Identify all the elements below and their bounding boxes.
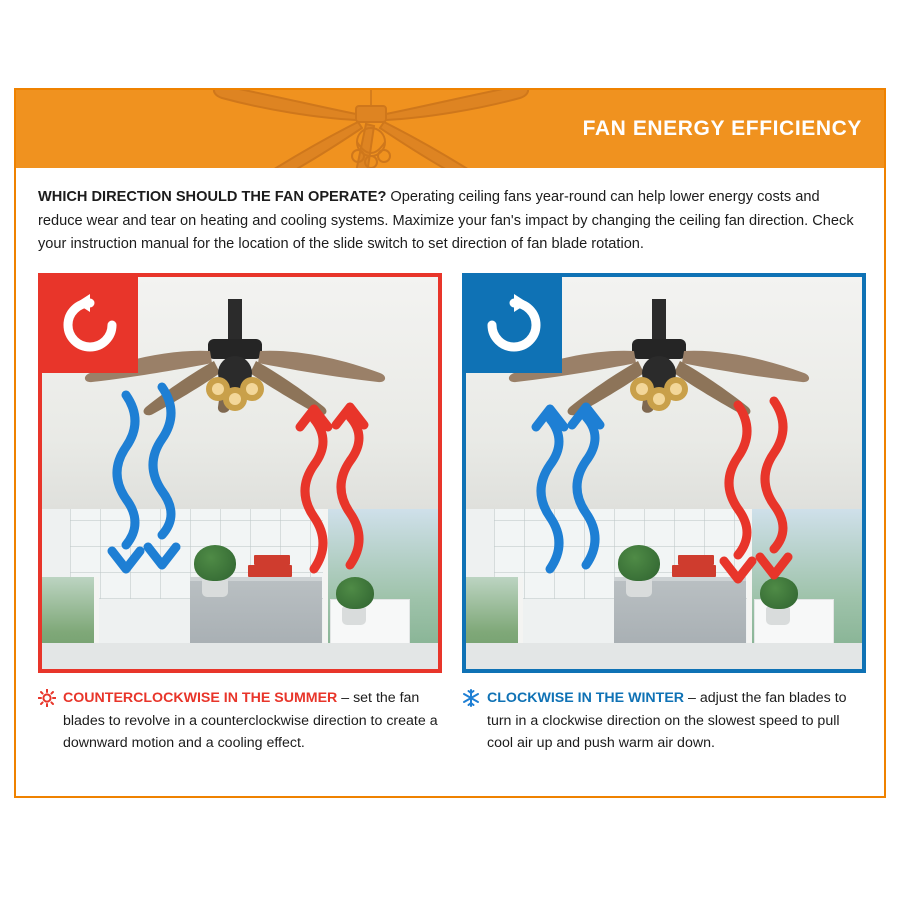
- badge-counterclockwise: [42, 277, 138, 373]
- clockwise-arrow-icon: [483, 294, 545, 356]
- intro-paragraph: [16, 168, 884, 263]
- sun-icon: [38, 687, 56, 755]
- caption-winter: [462, 673, 866, 755]
- photo-summer: [38, 273, 442, 673]
- intro-body: Operating ceiling fans year-round can help lower energy costs and reduce wear and tear on heating and cooling systems. Maximize your fan's impact by changing the ceiling fan direction. Check your instruction manual for the location of the slide switch to set direction of fan blade rotation.: [38, 189, 854, 253]
- snowflake-icon: [462, 687, 480, 755]
- caption-text-winter: [487, 687, 864, 755]
- caption-lead-winter: CLOCKWISE IN THE WINTER: [487, 689, 685, 706]
- header-banner: [16, 90, 884, 168]
- caption-body-winter: – adjust the fan blades to turn in a clockwise direction on the slowest speed to pull cool air up and push warm air down.: [487, 689, 847, 752]
- panel-summer: [38, 273, 442, 755]
- header-title: FAN ENERGY EFFICIENCY: [582, 117, 862, 140]
- fan-energy-efficiency-infographic: [14, 88, 886, 798]
- caption-text-summer: [63, 687, 440, 755]
- caption-lead-summer: COUNTERCLOCKWISE IN THE SUMMER: [63, 689, 338, 706]
- cool-air-arrows: [112, 387, 176, 569]
- cool-air-arrows: [536, 407, 600, 569]
- panel-row: [16, 263, 884, 755]
- caption-body-summer: – set the fan blades to revolve in a counterclockwise direction to create a downward motion and a cooling effect.: [63, 689, 438, 752]
- photo-winter: [462, 273, 866, 673]
- warm-air-arrows: [724, 401, 788, 579]
- caption-summer: [38, 673, 442, 755]
- badge-clockwise: [466, 277, 562, 373]
- counterclockwise-arrow-icon: [59, 294, 121, 356]
- panel-winter: [462, 273, 866, 755]
- warm-air-arrows: [300, 407, 364, 569]
- intro-heading: WHICH DIRECTION SHOULD THE FAN OPERATE?: [38, 189, 387, 205]
- ceiling-fan-illustration-icon: [206, 90, 536, 168]
